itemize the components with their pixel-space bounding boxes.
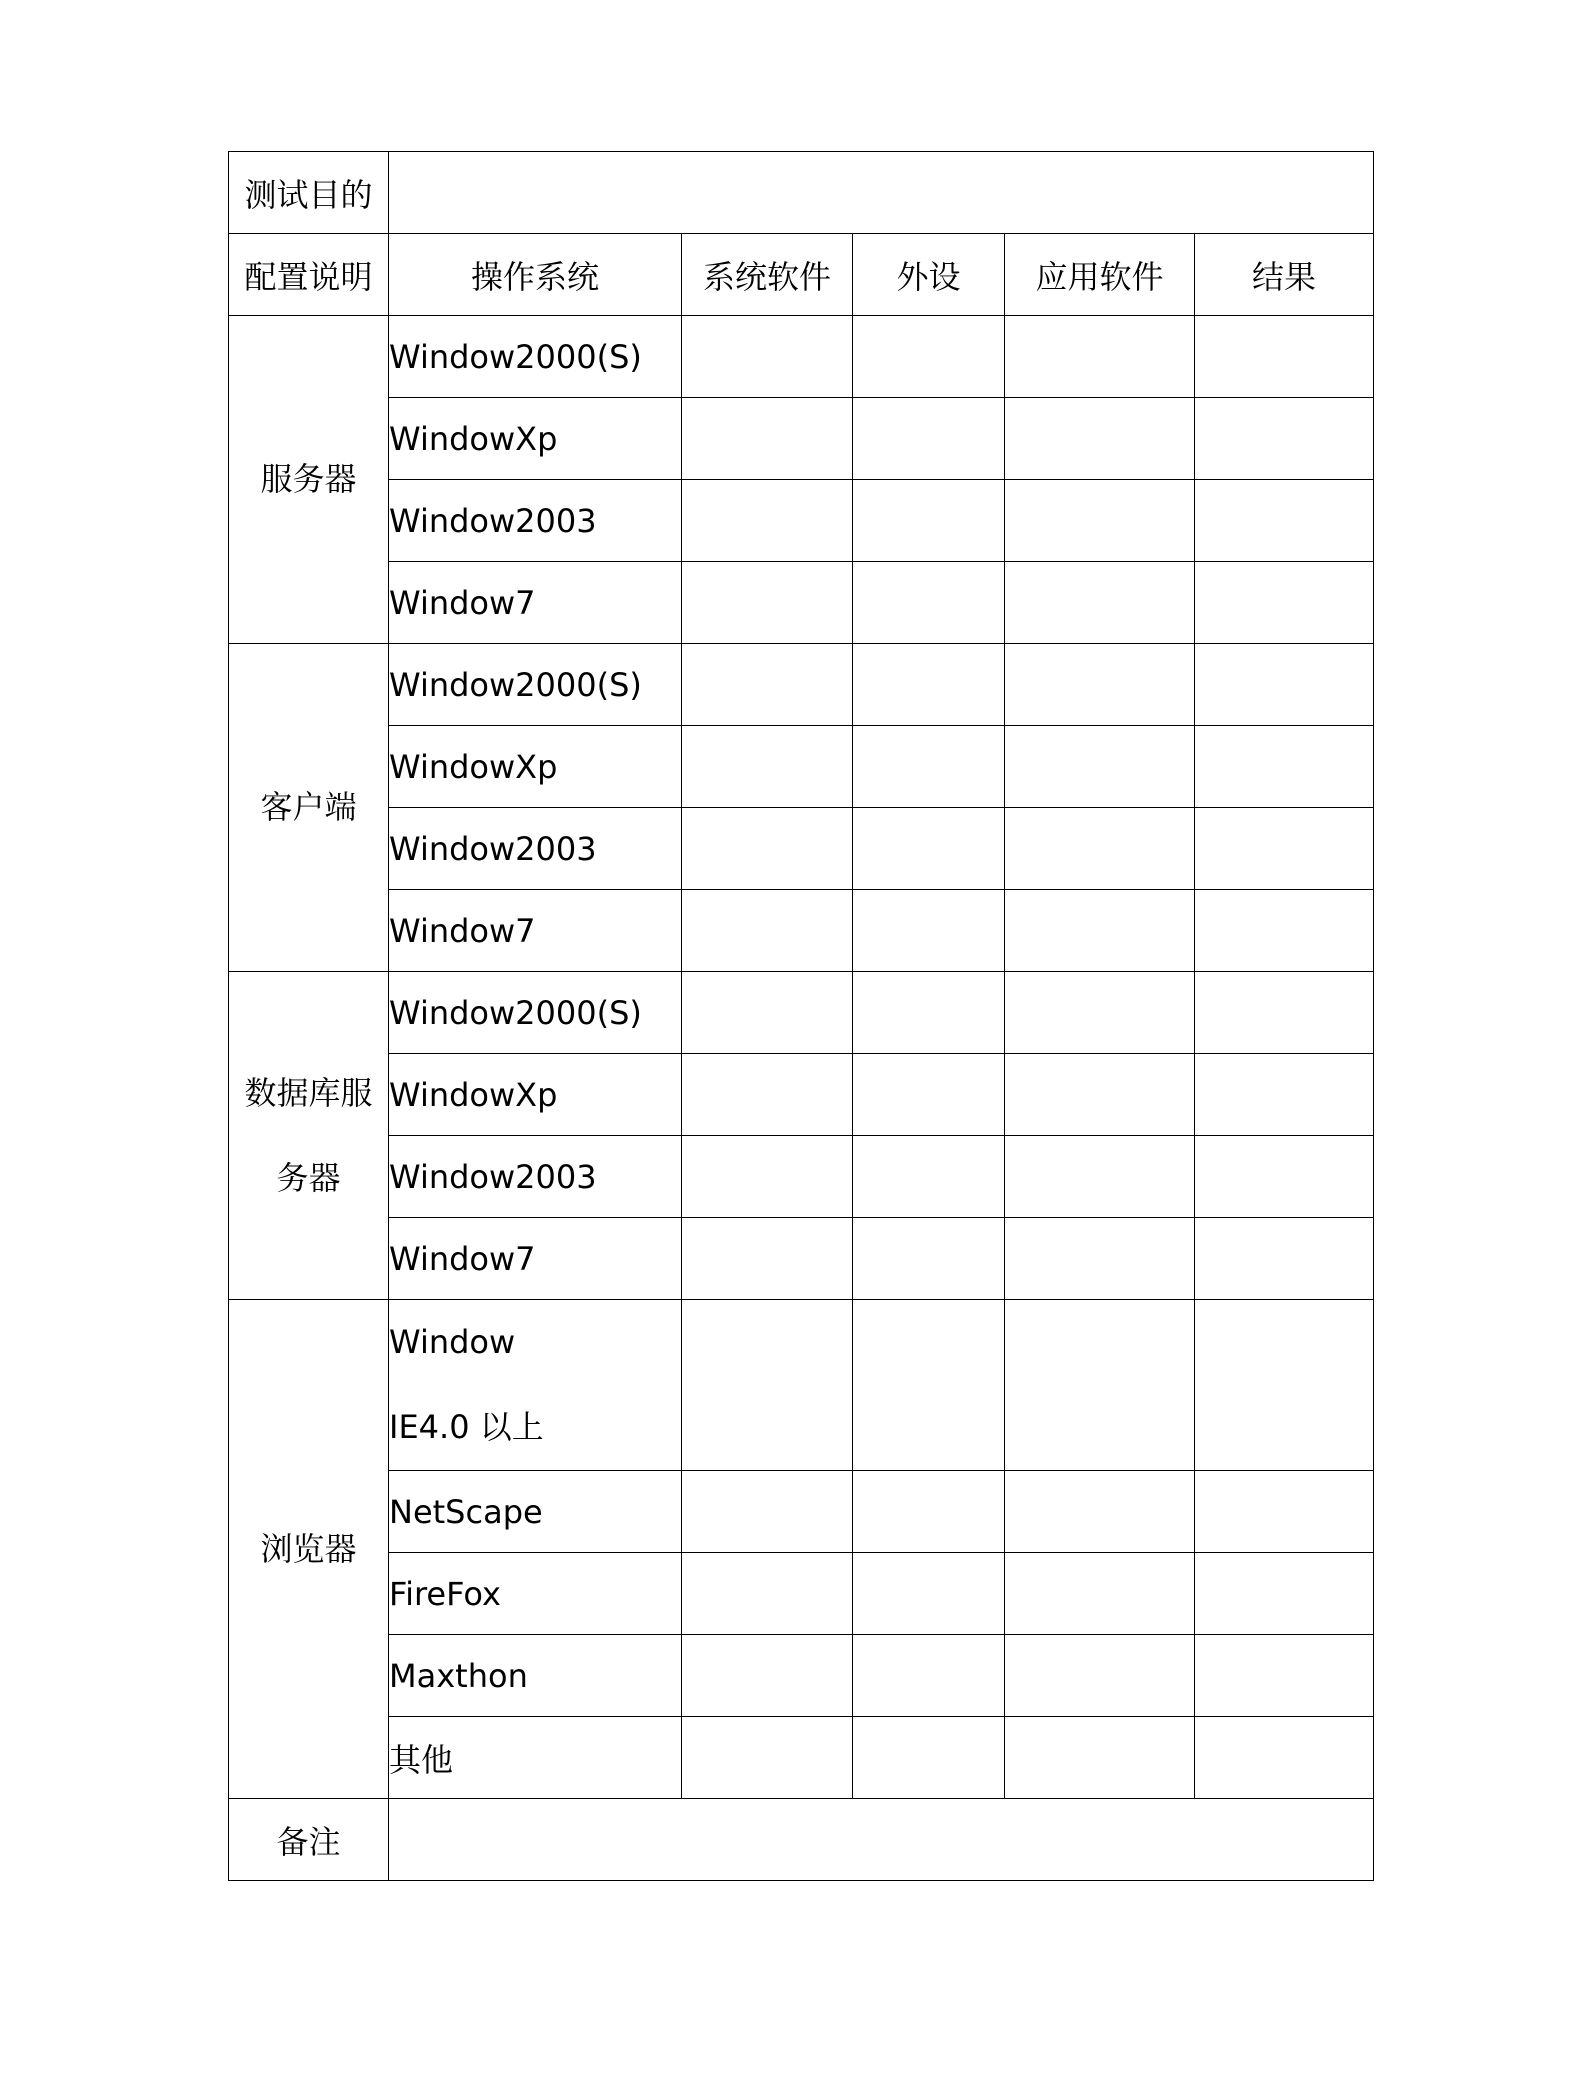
result-cell[interactable] bbox=[1195, 1136, 1374, 1218]
app-software-cell[interactable] bbox=[1005, 726, 1195, 808]
os-cell: 其他 bbox=[389, 1717, 682, 1799]
table-row bbox=[229, 1717, 1374, 1799]
os-cell: Window2000(S) bbox=[389, 316, 682, 398]
os-cell: Window7 bbox=[389, 562, 682, 644]
app-software-cell[interactable] bbox=[1005, 808, 1195, 890]
group-label-line: 务器 bbox=[276, 1158, 341, 1197]
system-software-cell[interactable] bbox=[682, 480, 853, 562]
group-label-line: 数据库服 bbox=[244, 1073, 373, 1112]
os-cell: Window2003 bbox=[389, 480, 682, 562]
table-row bbox=[229, 398, 1374, 480]
peripheral-cell[interactable] bbox=[853, 316, 1005, 398]
peripheral-cell[interactable] bbox=[853, 808, 1005, 890]
table-row bbox=[229, 1300, 1374, 1471]
system-software-cell[interactable] bbox=[682, 562, 853, 644]
system-software-cell[interactable] bbox=[682, 316, 853, 398]
os-cell: WindowXp bbox=[389, 1054, 682, 1136]
table-row bbox=[229, 1136, 1374, 1218]
table-row bbox=[229, 890, 1374, 972]
system-software-cell[interactable] bbox=[682, 1553, 853, 1635]
os-cell: Window7 bbox=[389, 1218, 682, 1300]
group-label-line: 浏览器 bbox=[260, 1529, 357, 1568]
peripheral-cell[interactable] bbox=[853, 726, 1005, 808]
os-cell: FireFox bbox=[389, 1553, 682, 1635]
peripheral-cell[interactable] bbox=[853, 644, 1005, 726]
table-row bbox=[229, 972, 1374, 1054]
header-result: 结果 bbox=[1195, 234, 1374, 316]
header-row bbox=[229, 234, 1374, 316]
peripheral-cell[interactable] bbox=[853, 972, 1005, 1054]
app-software-cell[interactable] bbox=[1005, 1300, 1195, 1471]
os-line: IE4.0 以上 bbox=[389, 1408, 544, 1446]
peripheral-cell[interactable] bbox=[853, 1136, 1005, 1218]
app-software-cell[interactable] bbox=[1005, 1471, 1195, 1553]
table-row bbox=[229, 1054, 1374, 1136]
table-row bbox=[229, 316, 1374, 398]
result-cell[interactable] bbox=[1195, 562, 1374, 644]
os-cell: WindowXp bbox=[389, 398, 682, 480]
table-row bbox=[229, 644, 1374, 726]
app-software-cell[interactable] bbox=[1005, 1054, 1195, 1136]
os-cell: Window2003 bbox=[389, 808, 682, 890]
app-software-cell[interactable] bbox=[1005, 1635, 1195, 1717]
table-row bbox=[229, 1553, 1374, 1635]
peripheral-cell[interactable] bbox=[853, 562, 1005, 644]
os-cell: Window7 bbox=[389, 890, 682, 972]
result-cell[interactable] bbox=[1195, 644, 1374, 726]
app-software-cell[interactable] bbox=[1005, 1717, 1195, 1799]
system-software-cell[interactable] bbox=[682, 890, 853, 972]
header-os: 操作系统 bbox=[389, 234, 682, 316]
table-row bbox=[229, 480, 1374, 562]
peripheral-cell[interactable] bbox=[853, 890, 1005, 972]
system-software-cell[interactable] bbox=[682, 972, 853, 1054]
result-cell[interactable] bbox=[1195, 726, 1374, 808]
peripheral-cell[interactable] bbox=[853, 1218, 1005, 1300]
result-cell[interactable] bbox=[1195, 1054, 1374, 1136]
purpose-row bbox=[229, 152, 1374, 234]
app-software-cell[interactable] bbox=[1005, 1553, 1195, 1635]
os-cell: Maxthon bbox=[389, 1635, 682, 1717]
system-software-cell[interactable] bbox=[682, 726, 853, 808]
peripheral-cell[interactable] bbox=[853, 480, 1005, 562]
system-software-cell[interactable] bbox=[682, 644, 853, 726]
result-cell[interactable] bbox=[1195, 480, 1374, 562]
system-software-cell[interactable] bbox=[682, 1054, 853, 1136]
system-software-cell[interactable] bbox=[682, 1717, 853, 1799]
system-software-cell[interactable] bbox=[682, 1471, 853, 1553]
os-cell: Window2000(S) bbox=[389, 972, 682, 1054]
table-row bbox=[229, 1635, 1374, 1717]
result-cell[interactable] bbox=[1195, 1300, 1374, 1471]
system-software-cell[interactable] bbox=[682, 1136, 853, 1218]
result-cell[interactable] bbox=[1195, 1218, 1374, 1300]
app-software-cell[interactable] bbox=[1005, 398, 1195, 480]
result-cell[interactable] bbox=[1195, 808, 1374, 890]
system-software-cell[interactable] bbox=[682, 398, 853, 480]
group-label-database-server bbox=[229, 972, 389, 1300]
system-software-cell[interactable] bbox=[682, 1300, 853, 1471]
table-row bbox=[229, 1471, 1374, 1553]
app-software-cell[interactable] bbox=[1005, 644, 1195, 726]
app-software-cell[interactable] bbox=[1005, 562, 1195, 644]
group-label-client bbox=[229, 644, 389, 972]
result-cell[interactable] bbox=[1195, 1635, 1374, 1717]
os-cell: NetScape bbox=[389, 1471, 682, 1553]
table-row bbox=[229, 1218, 1374, 1300]
notes-value-cell[interactable] bbox=[389, 1799, 1374, 1881]
table-row bbox=[229, 808, 1374, 890]
os-line: Window bbox=[389, 1323, 516, 1361]
system-software-cell[interactable] bbox=[682, 808, 853, 890]
header-app-software: 应用软件 bbox=[1005, 234, 1195, 316]
peripheral-cell[interactable] bbox=[853, 1054, 1005, 1136]
result-cell[interactable] bbox=[1195, 316, 1374, 398]
os-cell: Window2003 bbox=[389, 1136, 682, 1218]
app-software-cell[interactable] bbox=[1005, 1218, 1195, 1300]
group-label-browser bbox=[229, 1300, 389, 1799]
peripheral-cell[interactable] bbox=[853, 1471, 1005, 1553]
result-cell[interactable] bbox=[1195, 972, 1374, 1054]
header-config: 配置说明 bbox=[229, 234, 389, 316]
app-software-cell[interactable] bbox=[1005, 890, 1195, 972]
system-software-cell[interactable] bbox=[682, 1218, 853, 1300]
result-cell[interactable] bbox=[1195, 1717, 1374, 1799]
header-system-software: 系统软件 bbox=[682, 234, 853, 316]
notes-label: 备注 bbox=[229, 1799, 389, 1881]
app-software-cell[interactable] bbox=[1005, 1136, 1195, 1218]
table-row bbox=[229, 726, 1374, 808]
app-software-cell[interactable] bbox=[1005, 480, 1195, 562]
peripheral-cell[interactable] bbox=[853, 1717, 1005, 1799]
table-row bbox=[229, 562, 1374, 644]
result-cell[interactable] bbox=[1195, 1471, 1374, 1553]
app-software-cell[interactable] bbox=[1005, 316, 1195, 398]
os-cell: WindowXp bbox=[389, 726, 682, 808]
purpose-value-cell[interactable] bbox=[389, 152, 1374, 234]
peripheral-cell[interactable] bbox=[853, 398, 1005, 480]
header-peripheral: 外设 bbox=[853, 234, 1005, 316]
peripheral-cell[interactable] bbox=[853, 1553, 1005, 1635]
result-cell[interactable] bbox=[1195, 890, 1374, 972]
group-label-line: 客户端 bbox=[260, 788, 357, 826]
peripheral-cell[interactable] bbox=[853, 1635, 1005, 1717]
app-software-cell[interactable] bbox=[1005, 972, 1195, 1054]
test-config-table bbox=[228, 151, 1374, 1881]
peripheral-cell[interactable] bbox=[853, 1300, 1005, 1471]
notes-row bbox=[229, 1799, 1374, 1881]
result-cell[interactable] bbox=[1195, 1553, 1374, 1635]
os-cell-multiline bbox=[389, 1300, 682, 1471]
purpose-label: 测试目的 bbox=[229, 152, 389, 234]
group-label-line: 服务器 bbox=[260, 460, 357, 498]
system-software-cell[interactable] bbox=[682, 1635, 853, 1717]
group-label-server bbox=[229, 316, 389, 644]
result-cell[interactable] bbox=[1195, 398, 1374, 480]
os-cell: Window2000(S) bbox=[389, 644, 682, 726]
